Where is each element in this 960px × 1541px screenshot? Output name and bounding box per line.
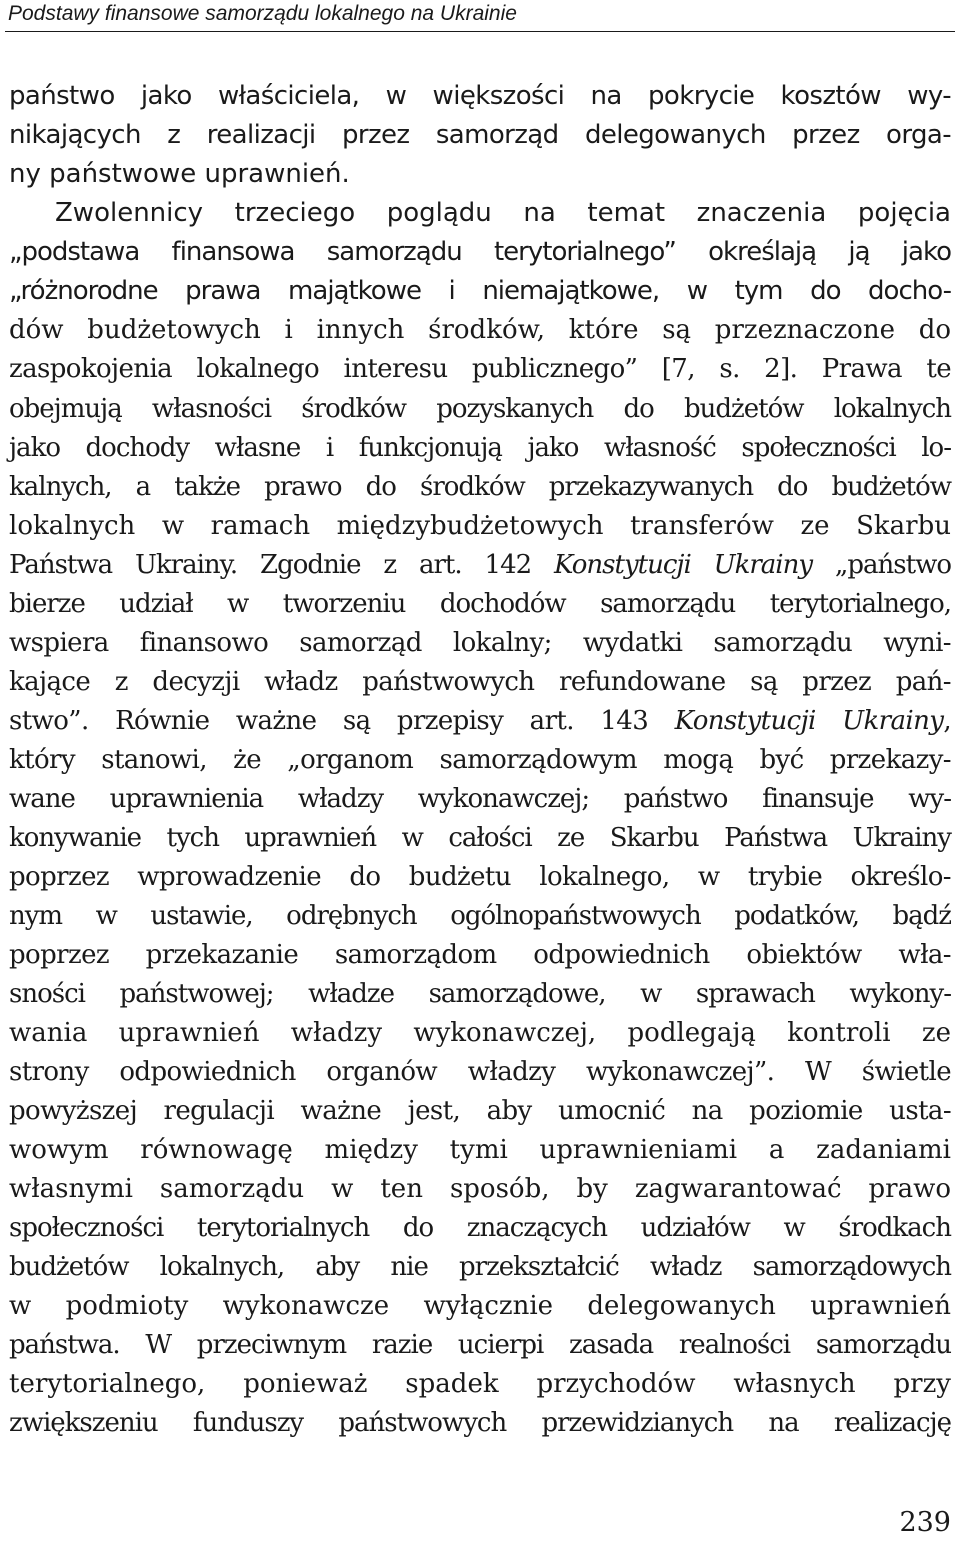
text-run: , — [943, 706, 951, 736]
text-line: wspiera finansowo samorząd lokalny; wydatki samorządu wyni- — [9, 628, 951, 658]
text-line: wania uprawnień władzy wykonawczej, podlegają kontroli ze — [9, 1018, 951, 1048]
italic-citation: Konstytucji Ukrainy — [674, 706, 944, 736]
text-line: wane uprawnienia władzy wykonawczej; państwo finansuje wy- — [9, 784, 951, 814]
text-line: sności państwowej; władze samorządowe, w sprawach wykony- — [9, 979, 951, 1009]
text-line: lokalnych w ramach międzybudżetowych transferów ze Skarbu — [9, 511, 951, 541]
text-line: obejmują własności środków pozyskanych do budżetów lokalnych — [9, 394, 951, 424]
text-line: poprzez przekazanie samorządom odpowiednich obiektów wła- — [9, 940, 951, 970]
text-line: w podmioty wykonawcze wyłącznie delegowanych uprawnień — [9, 1291, 951, 1321]
text-line: państwa. W przeciwnym razie ucierpi zasada realności samorządu — [9, 1330, 951, 1360]
text-line: wowym równowagę między tymi uprawnieniami a zadaniami — [9, 1135, 951, 1165]
text-line: społeczności terytorialnych do znaczących udziałów w środkach — [9, 1213, 951, 1243]
text-line: „podstawa finansowa samorządu terytorialnego” określają ją jako — [9, 237, 951, 267]
paragraph-start-line: Zwolennicy trzeciego poglądu na temat znaczenia pojęcia — [55, 198, 951, 228]
text-line: konywanie tych uprawnień w całości ze Skarbu Państwa Ukrainy — [9, 823, 951, 853]
text-line: kalnych, a także prawo do środków przekazywanych do budżetów — [9, 472, 951, 502]
text-line: ny państwowe uprawnień. — [9, 159, 350, 189]
text-line: strony odpowiednich organów władzy wykonawczej”. W świetle — [9, 1057, 951, 1087]
text-line: bierze udział w tworzeniu dochodów samorządu terytorialnego, — [9, 589, 951, 619]
text-line: powyższej regulacji ważne jest, aby umocnić na poziomie usta- — [9, 1096, 951, 1126]
text-line: poprzez wprowadzenie do budżetu lokalnego, w trybie określo- — [9, 862, 951, 892]
text-line: państwo jako właściciela, w większości na pokrycie kosztów wy- — [9, 81, 951, 111]
text-line: jako dochody własne i funkcjonują jako własność społeczności lo- — [9, 433, 951, 463]
text-line: budżetów lokalnych, aby nie przekształcić władz samorządowych — [9, 1252, 951, 1282]
text-run: „państwo — [812, 550, 951, 580]
italic-citation: Konstytucji Ukrainy — [554, 550, 813, 580]
text-line: zwiększeniu funduszy państwowych przewidzianych na realizację — [9, 1408, 951, 1438]
running-header: Podstawy finansowe samorządu lokalnego na Ukrainie — [8, 2, 517, 25]
text-line: „różnorodne prawa majątkowe i niemajątkowe, w tym do docho- — [9, 276, 951, 306]
text-line: kające z decyzji władz państwowych refundowane są przez pań- — [9, 667, 951, 697]
header-rule — [5, 31, 955, 32]
text-line — [9, 545, 951, 585]
text-line: własnymi samorządu w ten sposób, by zagwarantować prawo — [9, 1174, 951, 1204]
text-line: nikających z realizacji przez samorząd delegowanych przez orga- — [9, 120, 951, 150]
text-line — [9, 701, 951, 741]
text-line: dów budżetowych i innych środków, które są przeznaczone do — [9, 315, 951, 345]
text-line: zaspokojenia lokalnego interesu publicznego” [7, s. 2]. Prawa te — [9, 354, 951, 384]
text-run: Państwa Ukrainy. Zgodnie z art. 142 — [9, 550, 555, 580]
page-number: 239 — [899, 1507, 951, 1538]
text-run: stwo”. Równie ważne są przepisy art. 143 — [9, 706, 675, 736]
text-line: nym w ustawie, odrębnych ogólnopaństwowych podatków, bądź — [9, 901, 951, 931]
text-line: terytorialnego, ponieważ spadek przychodów własnych przy — [9, 1369, 951, 1399]
text-line: który stanowi, że „organom samorządowym mogą być przekazy- — [9, 745, 951, 775]
